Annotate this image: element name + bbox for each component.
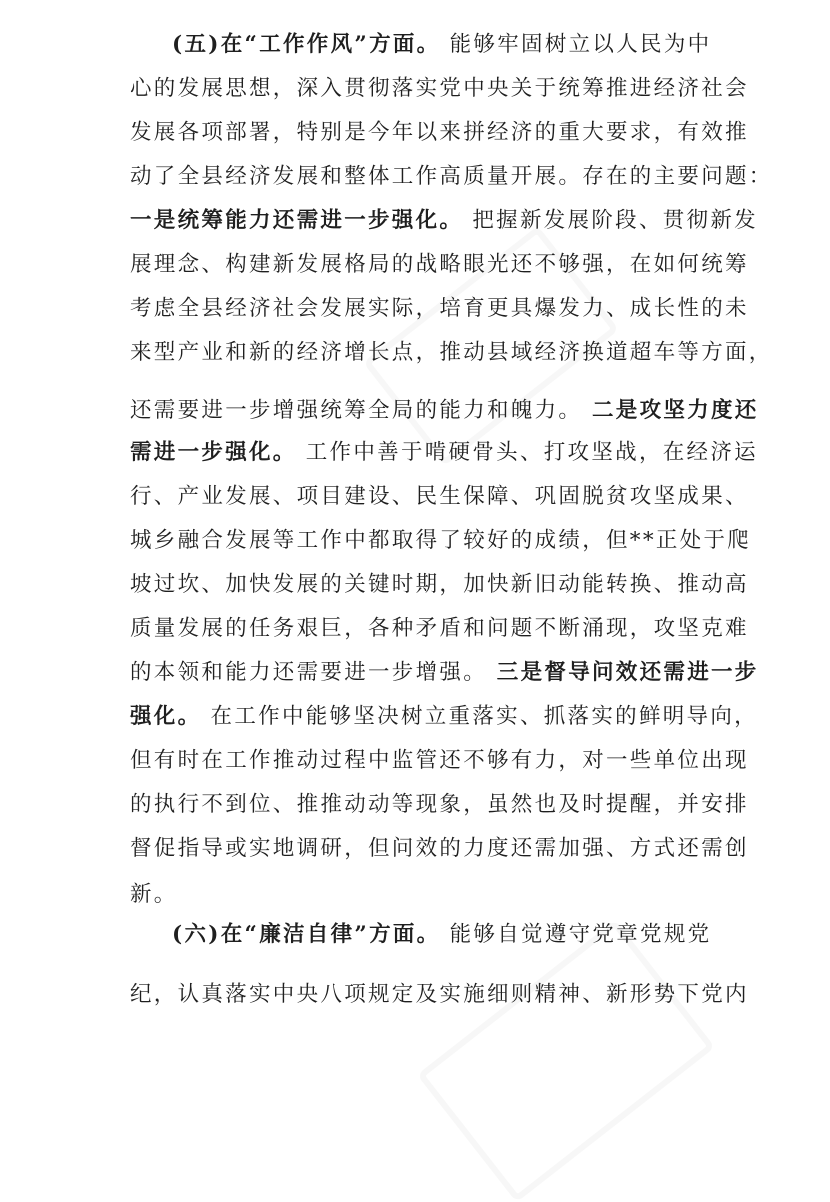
body-text: 把握新发展阶段、贯彻新发 xyxy=(463,208,758,233)
text-line xyxy=(130,74,749,104)
text-line xyxy=(130,980,749,1010)
body-text: 行、产业发展、项目建设、民生保障、巩固脱贫攻坚成果、 xyxy=(130,484,749,509)
text-line xyxy=(130,834,749,864)
text-line xyxy=(130,526,752,556)
body-text: 能够自觉遵守党章党规党 xyxy=(440,922,712,947)
text-line xyxy=(172,920,720,950)
text-line xyxy=(130,482,749,512)
text-line xyxy=(130,570,749,600)
text-line xyxy=(130,746,749,776)
text-line xyxy=(172,30,720,60)
body-text: 展理念、构建新发展格局的战略眼光还不够强，在如何统筹 xyxy=(130,252,749,277)
text-line xyxy=(130,396,759,426)
bold-heading-text: (六)在“廉洁自律”方面。 xyxy=(172,922,441,947)
bold-heading-text: 需进一步强化。 xyxy=(130,440,297,465)
bold-heading-text: 三是督导问效还需进一步 xyxy=(487,660,759,685)
body-text: 还需要进一步增强统筹全局的能力和魄力。 xyxy=(130,398,583,423)
bold-heading-text: 二是攻坚力度还 xyxy=(582,398,759,423)
body-text: 心的发展思想，深入贯彻落实党中央关于统筹推进经济社会 xyxy=(130,76,749,101)
text-line xyxy=(130,702,758,732)
body-text: 的本领和能力还需要进一步增强。 xyxy=(130,660,488,685)
text-line xyxy=(130,206,758,236)
body-text: 来型产业和新的经济增长点，推动县域经济换道超车等方面， xyxy=(130,340,773,365)
text-line xyxy=(130,880,720,910)
body-text: 但有时在工作推动过程中监管还不够有力，对一些单位出现 xyxy=(130,748,749,773)
body-text: 坡过坎、加快发展的关键时期，加快新旧动能转换、推动高 xyxy=(130,572,749,597)
text-line xyxy=(130,118,749,148)
bold-heading-text: 一是统筹能力还需进一步强化。 xyxy=(130,208,464,233)
body-text: 考虑全县经济社会发展实际，培育更具爆发力、成长性的未 xyxy=(130,296,749,321)
body-text: 城乡融合发展等工作中都取得了较好的成绩，但**正处于爬 xyxy=(130,528,752,553)
text-line xyxy=(130,790,749,820)
text-line xyxy=(130,658,759,688)
body-text: 质量发展的任务艰巨，各种矛盾和问题不断涌现，攻坚克难 xyxy=(130,616,749,641)
text-line xyxy=(130,338,773,368)
body-text: 工作中善于啃硬骨头、打攻坚战，在经济运 xyxy=(296,440,758,465)
bold-heading-text: 强化。 xyxy=(130,704,202,729)
body-text: 动了全县经济发展和整体工作高质量开展。存在的主要问题： xyxy=(130,164,773,189)
text-line xyxy=(130,250,749,280)
text-line xyxy=(130,162,773,192)
body-text: 发展各项部署，特别是今年以来拼经济的重大要求，有效推 xyxy=(130,120,749,145)
text-line xyxy=(130,614,749,644)
text-line xyxy=(130,294,749,324)
body-text: 的执行不到位、推推动动等现象，虽然也及时提醒，并安排 xyxy=(130,792,749,817)
watermark-stamp xyxy=(417,920,715,1202)
body-text: 新。 xyxy=(130,882,178,907)
bold-heading-text: (五)在“工作作风”方面。 xyxy=(172,32,441,57)
body-text: 在工作中能够坚决树立重落实、抓落实的鲜明导向， xyxy=(201,704,758,729)
body-text: 能够牢固树立以人民为中 xyxy=(440,32,712,57)
text-line xyxy=(130,438,758,468)
body-text: 督促指导或实地调研，但问效的力度还需加强、方式还需创 xyxy=(130,836,749,861)
body-text: 纪，认真落实中央八项规定及实施细则精神、新形势下党内 xyxy=(130,982,749,1007)
